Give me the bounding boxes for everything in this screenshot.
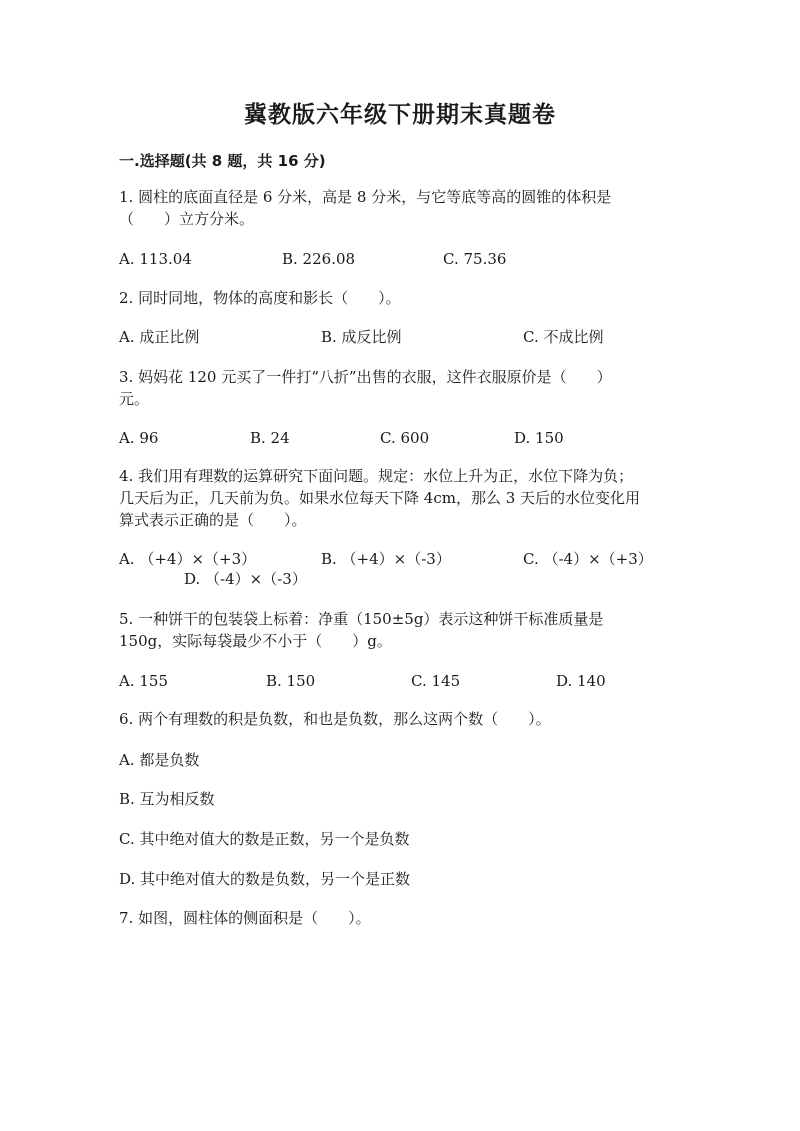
q4-option-b: B. （+4）×（-3） — [321, 550, 451, 568]
q1-option-c: C. 75.36 — [443, 250, 507, 268]
question-line: 150g，实际每袋最少不小于（ ）g。 — [119, 632, 392, 650]
q6-option-b: B. 互为相反数 — [119, 790, 215, 808]
q6-option-a: A. 都是负数 — [119, 751, 200, 769]
question-line: （ ）立方分米。 — [119, 210, 255, 228]
question-line: 6. 两个有理数的积是负数，和也是负数，那么这两个数（ ）。 — [119, 710, 551, 728]
q1-option-a: A. 113.04 — [119, 250, 192, 268]
question-line: 2. 同时同地，物体的高度和影长（ ）。 — [119, 289, 401, 307]
question-2 — [119, 287, 679, 309]
q3-option-b: B. 24 — [250, 429, 290, 447]
q2-option-a: A. 成正比例 — [119, 328, 200, 346]
q6-option-d: D. 其中绝对值大的数是负数，另一个是正数 — [119, 870, 411, 888]
question-line: 1. 圆柱的底面直径是 6 分米，高是 8 分米，与它等底等高的圆锥的体积是 — [119, 188, 612, 206]
q5-option-a: A. 155 — [119, 672, 168, 690]
q5-option-d: D. 140 — [556, 672, 606, 690]
q5-option-b: B. 150 — [266, 672, 316, 690]
q3-option-d: D. 150 — [514, 429, 564, 447]
q3-option-a: A. 96 — [119, 429, 159, 447]
q4-option-c: C. （-4）×（+3） — [523, 550, 653, 568]
q3-option-c: C. 600 — [380, 429, 430, 447]
question-5 — [119, 608, 679, 652]
q2-option-c: C. 不成比例 — [523, 328, 604, 346]
question-line: 算式表示正确的是（ ）。 — [119, 511, 307, 529]
question-6 — [119, 708, 679, 730]
q4-option-d: D. （-4）×（-3） — [184, 570, 307, 588]
question-line: 3. 妈妈花 120 元买了一件打“八折”出售的衣服，这件衣服原价是（ ） — [119, 368, 612, 386]
question-line: 几天后为正，几天前为负。如果水位每天下降 4cm，那么 3 天后的水位变化用 — [119, 489, 641, 507]
question-7 — [119, 907, 679, 929]
section-heading: 一.选择题(共 8 题，共 16 分) — [119, 152, 326, 170]
question-line: 4. 我们用有理数的运算研究下面问题。规定：水位上升为正，水位下降为负； — [119, 467, 634, 485]
question-4 — [119, 465, 679, 531]
q1-option-b: B. 226.08 — [282, 250, 356, 268]
question-line: 元。 — [119, 390, 150, 408]
page-title: 冀教版六年级下册期末真题卷 — [244, 102, 556, 128]
q2-option-b: B. 成反比例 — [321, 328, 402, 346]
question-3 — [119, 366, 679, 410]
question-line: 5. 一种饼干的包装袋上标着：净重（150±5g）表示这种饼干标准质量是 — [119, 610, 604, 628]
q4-option-a: A. （+4）×（+3） — [119, 550, 257, 568]
question-line: 7. 如图，圆柱体的侧面积是（ ）。 — [119, 909, 371, 927]
question-1 — [119, 186, 679, 230]
q5-option-c: C. 145 — [411, 672, 461, 690]
q6-option-c: C. 其中绝对值大的数是正数，另一个是负数 — [119, 830, 410, 848]
